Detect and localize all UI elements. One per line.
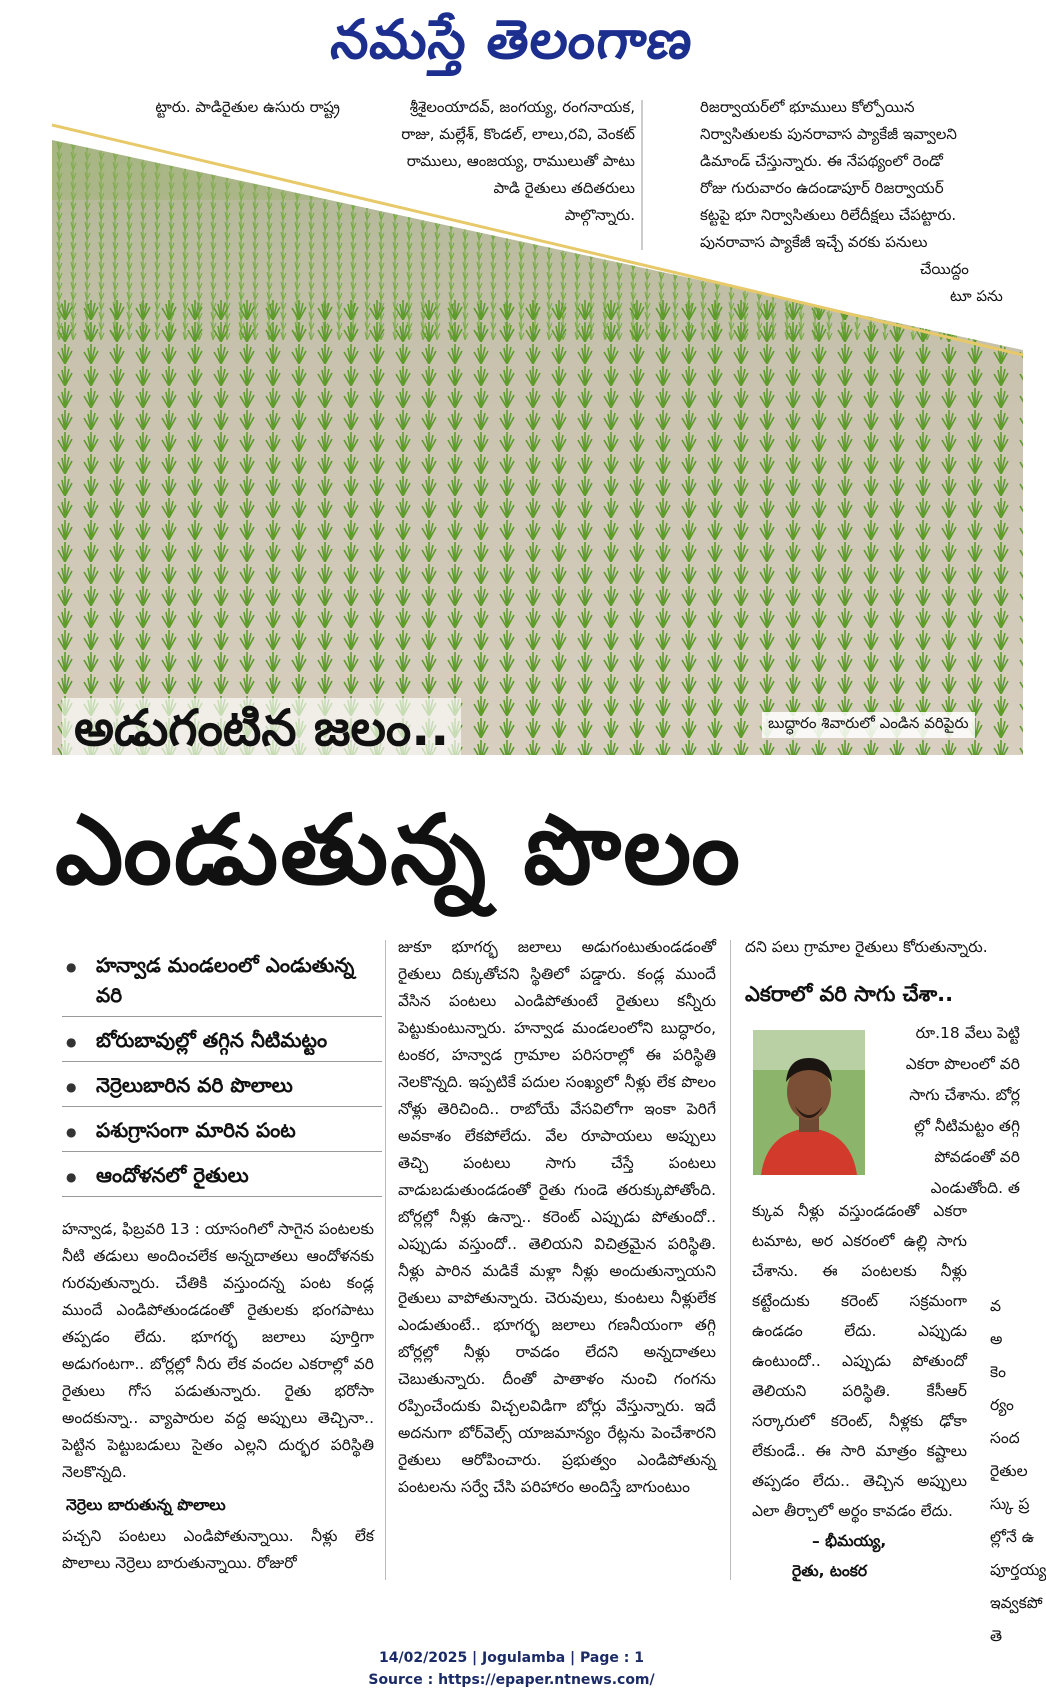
fragment: సంద xyxy=(990,1429,1020,1447)
highlight-item: ● నెర్రెలుబారిన వరి పొలాలు xyxy=(62,1070,382,1107)
highlights-list xyxy=(62,950,382,1205)
fragment: కెం xyxy=(990,1363,1006,1381)
article-paragraph: జుకూ భూగర్భ జలాలు అడుగంటుతుండడంతో రైతులు దిక్కుతోచని స్థితిలో పడ్డారు. కండ్ల ముందే వేసిన పంటలు ఎండిపోతుంటే రైతులు కన్నీరు పెట్టుకుంటున్నారు. హన్వాడ మండలంలోని బుద్ధారం, టంకర, హన్వాడ గ్రామాల పరిసరాల్లో ఈ పరిస్థితి నెలకొన్నది. ఇప్పటికే పదుల సంఖ్యలో నీళ్లు లేక పొలం నోళ్లు తెరిచింది.. రాబోయే వేసవిలోగా ఇంకా పెరిగే అవకాశం లేకపోలేదు. వేల రూపాయలు అప్పులు తెచ్చి పంటలు సాగు చేస్తే పంటలు వాడుబడుతుండడంతో రైతు గుండె తరుక్కుపోతోంది. బోర్లల్లో నీళ్లు ఉన్నా.. కరెంట్ ఎప్పుడు పోతుందో.. ఎప్పుడు వస్తుందో.. తెలియని విచిత్రమైన పరిస్థితి. నీళ్లు పారిన మడికే మళ్లా నీళ్లు అందుతున్నాయని రైతులు వాపోతున్నారు. చెరువులు, కుంటలు నీళ్లులేక ఎండుతుంటే.. భూగర్భ జలాలు గణనీయంగా తగ్గి బోర్లల్లో నీళ్లు రావడం లేదని అన్నదాతలు చెబుతున్నారు. దీంతో పాతాళం నుంచి గంగను రప్పించేందుకు విచ్చలవిడిగా బోర్లు వేస్తున్నారు. ఇదే అదనుగా బోర్‌వెల్స్ యాజమాన్యం రేట్లను పెంచేశారని రైతులు ఆరోపించారు. ప్రభుత్వం ఎండిపోతున్న పంటలను సర్వే చేసి పరిహారం అందిస్తే బాగుంటుం xyxy=(398,938,716,1496)
masthead-logo: నమస్తే తెలంగాణ xyxy=(328,8,697,71)
snippet-line: ట్టారు. పాడిరైతుల ఉసురు రాష్ట్ర xyxy=(155,98,340,116)
fragment: వ xyxy=(990,1297,1002,1315)
quote-signature-role: రైతు, టంకర xyxy=(792,1562,868,1580)
highlight-item: ● ఆందోళనలో రైతులు xyxy=(62,1160,382,1197)
column-3-top: దని పలు గ్రామాల రైతులు కోరుతున్నారు. xyxy=(745,938,988,956)
article-paragraph: పచ్చని పంటలు ఎండిపోతున్నాయి. నీళ్లు లేక పొలాలు నెర్రెలు బారుతున్నాయి. రోజురో xyxy=(62,1527,374,1572)
main-headline: ఎండుతున్న పొలం xyxy=(55,794,742,906)
snippet-line: పాల్గొన్నారు. xyxy=(564,206,635,224)
snippet-line: నిర్వాసితులకు పునరావాస ప్యాకేజీ ఇవ్వాలని xyxy=(700,125,957,143)
box-line: ఎకరా పొలంలో వరి xyxy=(905,1055,1020,1073)
snippet-line: రిజర్వాయర్‌లో భూములు కోల్పోయిన xyxy=(700,98,915,116)
snippet-line: చేయిద్దం xyxy=(920,260,969,278)
section-subheading: నెర్రెలు బారుతున్న పొలాలు xyxy=(66,1496,226,1514)
box-quote xyxy=(752,1196,967,1586)
box-paragraph: క్కువ నీళ్లు వస్తుండడంతో ఎకరా టమాట, అర ఎకరంలో ఉల్లి సాగు చేశాను. ఈ పంటలకు నీళ్లు కట్టేందుకు కరెంట్ సక్రమంగా ఉండడం లేదు. ఎప్పుడు ఉంటుందో.. ఎప్పుడు పోతుందో తెలియని పరిస్థితి. కేసీఆర్ సర్కారులో కరెంట్, నీళ్లకు ఢోకా లేకుండే.. ఈ సారి మాత్రం కష్టాలు తప్పడం లేదు.. తెచ్చిన అప్పులు ఎలా తీర్చాలో అర్థం కావడం లేదు. xyxy=(752,1202,967,1520)
fragment: పూర్తయ్య xyxy=(990,1561,1046,1579)
box-line: ఎండుతోంది. త xyxy=(930,1179,1020,1197)
article-column-2 xyxy=(398,934,716,1501)
article-paragraph: హన్వాడ, ఫిబ్రవరి 13 : యాసంగిలో సాగైన పంటలకు నీటి తడులు అందించలేక అన్నదాతలు ఆందోళనకు గురవుతున్నారు. చేతికి వస్తుందన్న పంట కండ్ల ముందే ఎండిపోతుండడంతో రైతులకు భంగపాటు తప్పడం లేదు. భూగర్భ జలాలు పూర్తిగా అడుగంటగా.. బోర్లల్లో నీరు లేక వందల ఎకరాల్లో వరి రైతులు గోస పడుతున్నారు. రైతు భరోసా అందకున్నా.. వ్యాపారుల వద్ద అప్పులు తెచ్చినా.. పెట్టిన పెట్టుబడులు సైతం ఎల్లని దుర్భర పరిస్థితి నెలకొన్నది. xyxy=(62,1220,374,1481)
fragment: స్కు ప్ర xyxy=(990,1495,1030,1513)
snippet-line: రాజు, మల్లేశ్, కొండల్, లాలు,రవి, వెంకట్ xyxy=(401,125,635,143)
fragment: ల్లోనే ఉ xyxy=(990,1528,1035,1546)
box-title: ఎకరాలో వరి సాగు చేశా.. xyxy=(745,982,954,1006)
article-column-1 xyxy=(62,1216,374,1577)
fragment: ర్యం xyxy=(990,1396,1014,1414)
snippet-line: టూ పను xyxy=(950,287,1003,305)
highlight-item: ● హన్వాడ మండలంలో ఎండుతున్న వరి xyxy=(62,950,382,1017)
column-divider xyxy=(730,940,731,1580)
right-edge-fragments xyxy=(990,1290,1046,1653)
snippet-line: డిమాండ్ చేస్తున్నారు. ఈ నేపథ్యంలో రెండో xyxy=(700,152,943,170)
footer-date-edition: 14/02/2025 | Jogulamba | Page : 1 xyxy=(379,1650,644,1666)
top-snippet-col2 xyxy=(385,94,635,229)
fragment: అ xyxy=(990,1330,1003,1348)
photo-caption: బుద్ధారం శివారులో ఎండిన వరిపైరు xyxy=(762,712,975,738)
snippet-line: రాములు, ఆంజయ్య, రాములుతో పాటు xyxy=(406,152,635,170)
farmer-photo xyxy=(753,1030,865,1175)
quote-signature: – భీమయ్య, xyxy=(812,1532,887,1550)
column-divider xyxy=(385,940,386,1580)
box-line: పోవడంతో వరి xyxy=(934,1148,1020,1166)
highlight-item: ● పశుగ్రాసంగా మారిన పంట xyxy=(62,1115,382,1152)
snippet-line: కట్టపై భూ నిర్వాసితులు రిలేదీక్షలు చేపట్టారు. xyxy=(700,206,957,224)
fragment: తె xyxy=(990,1627,1003,1645)
snippet-line: రోజు గురువారం ఉదండాపూర్ రిజర్వాయర్ xyxy=(700,179,944,197)
highlight-item: ● బోరుబావుల్లో తగ్గిన నీటిమట్టం xyxy=(62,1025,382,1062)
box-line: రూ.18 వేలు పెట్టి xyxy=(915,1024,1020,1042)
fragment: ఇవ్వకపో xyxy=(990,1594,1043,1612)
box-line: ల్లో నీటిమట్టం తగ్గి xyxy=(914,1117,1020,1135)
fragment: రైతుల xyxy=(990,1462,1028,1480)
footer-source-link[interactable]: Source : https://epaper.ntnews.com/ xyxy=(368,1672,655,1688)
snippet-line: శ్రీశైలంయాదవ్, జంగయ్య, రంగనాయక, xyxy=(409,98,635,116)
snippet-line: పాడి రైతులు తదితరులు xyxy=(493,179,635,197)
top-snippet-col1 xyxy=(90,94,340,121)
box-line: సాగు చేశాను. బోర్ల xyxy=(909,1086,1020,1104)
top-snippet-col3 xyxy=(700,94,1018,310)
snippet-line: పునరావాస ప్యాకేజీ ఇచ్చే వరకు పనులు xyxy=(700,233,928,251)
photo-subheadline: అడుగంటిన జలం.. xyxy=(62,698,461,758)
box-side-text xyxy=(872,1018,1020,1204)
